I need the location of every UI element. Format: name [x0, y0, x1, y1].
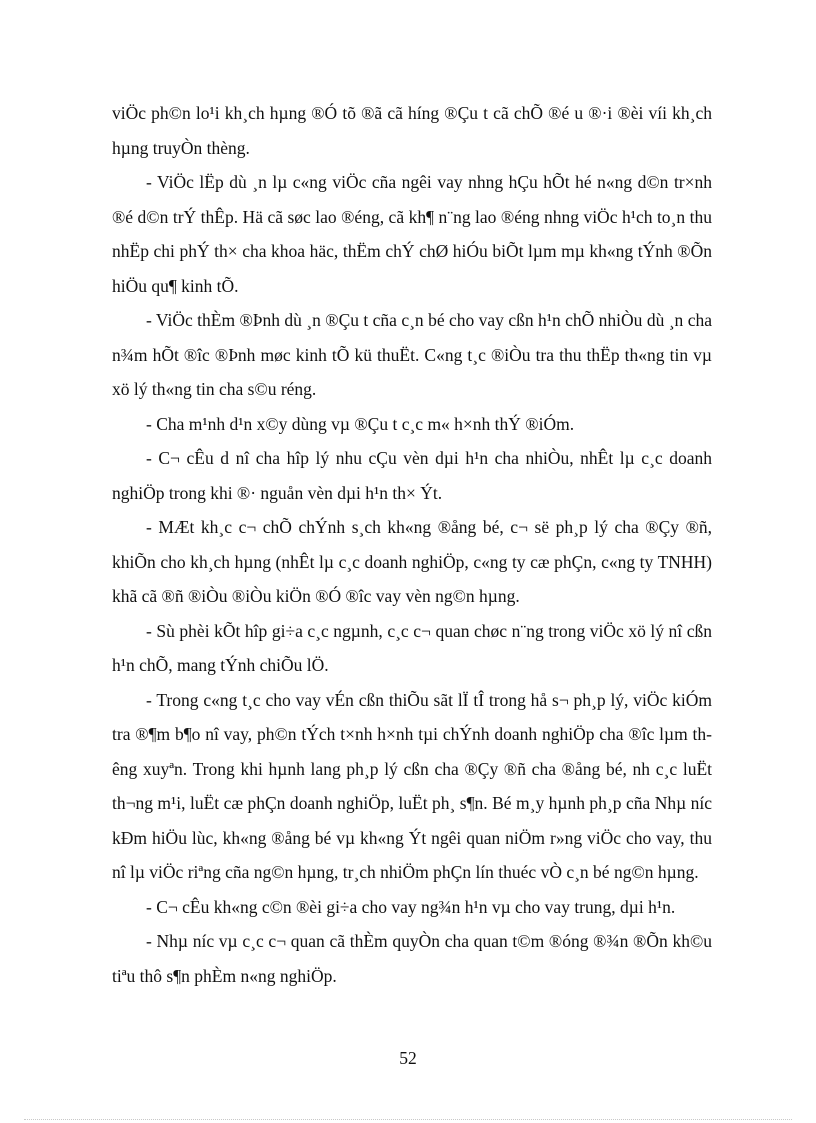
paragraph-loan-balance: - C¬ cÊu kh«ng c©n ®èi gi÷a cho vay ng¾n h¹n vµ cho vay trung, dµi h¹n.: [146, 896, 676, 917]
paragraph-state-agencies: - Nhµ níc vµ c¸c c¬ quan cã thÈm quyÒn cha quan t©m ®óng ®¾n ®Õn kh©u tiªu thô s¶n phÈm n«ng nghiÖp.: [112, 931, 712, 986]
paragraph-project-appraisal: - ViÖc thÈm ®Þnh dù ¸n ®Çu t cña c¸n bé cho vay cßn h¹n chÕ nhiÒu dù ¸n cha n¾m hÕt ®îc ®Þnh møc kinh tÕ kü thuËt. C«ng t¸c ®iÒu tra thu thËp th«ng tin vµ xö lý th«ng tin cha s©u réng.: [112, 310, 712, 399]
paragraph-project-planning: - ViÖc lËp dù ¸n lµ c«ng viÖc cña ngêi vay nhng hÇu hÕt hé n«ng d©n tr×nh ®é d©n trÝ thÊp. Hä cã søc lao ®éng, cã kh¶ n¨ng lao ®éng nhng viÖc h¹ch to¸n thu nhËp chi phÝ th× cha khoa häc, thËm chÝ chØ hiÓu biÕt lµm mµ kh«ng tÝnh ®Õn hiÖu qu¶ kinh tÕ.: [112, 172, 712, 296]
paragraph-debt-structure: - C¬ cÊu d nî cha hîp lý nhu cÇu vèn dµi h¹n cha nhiÒu, nhÊt lµ c¸c doanh nghiÖp trong khi ®· nguån vèn dµi h¹n th× Ýt.: [112, 448, 712, 503]
paragraph-policy-mechanism: - MÆt kh¸c c¬ chÕ chÝnh s¸ch kh«ng ®ång bé, c¬ së ph¸p lý cha ®Çy ®ñ, khiÕn cho kh¸ch hµng (nhÊt lµ c¸c doanh nghiÖp, c«ng ty cæ phÇn, c«ng ty TNHH) khã cã ®ñ ®iÒu ®iÒu kiÖn ®Ó ®îc vay vèn ng©n hµng.: [112, 517, 712, 606]
paragraph-coordination: - Sù phèi kÕt hîp gi÷a c¸c ngµnh, c¸c c¬ quan chøc n¨ng trong viÖc xö lý nî cßn h¹n chÕ, mang tÝnh chiÕu lÖ.: [112, 620, 712, 675]
page-body: [112, 96, 712, 993]
page-number: 52: [399, 1048, 417, 1068]
paragraph-pilot-models: - Cha m¹nh d¹n x©y dùng vµ ®Çu t c¸c m« h×nh thÝ ®iÓm.: [146, 413, 575, 434]
page-bottom-divider: [24, 1119, 792, 1120]
paragraph-continuation: viÖc ph©n lo¹i kh¸ch hµng ®Ó tõ ®ã cã híng ®Çu t cã chÕ ®é u ®·i ®èi víi kh¸ch hµng truyÒn thèng.: [112, 103, 712, 158]
paragraph-lending-work: - Trong c«ng t¸c cho vay vÉn cßn thiÕu sãt lÏ tÎ trong hå s¬ ph¸p lý, viÖc kiÓm tra ®¶m b¶o nî vay, ph©n tÝch t×nh h×nh tµi chÝnh doanh nghiÖp cha ®îc lµm thêng xuyªn. Trong khi hµnh lang ph¸p lý cßn cha ®Çy ®ñ cha ®ång bé, nh c¸c luËt th¬ng m¹i, luËt cæ phÇn doanh nghiÖp, luËt ph¸ s¶n. Bé m¸y hµnh ph¸p cña Nhµ níc kÐm hiÖu lùc, kh«ng ®ång bé vµ kh«ng Ýt ngêi quan niÖm r»ng viÖc cho vay, thu nî lµ viÖc riªng cña ng©n hµng, tr¸ch nhiÖm phÇn lín thuéc vÒ c¸n bé ng©n hµng.: [112, 689, 712, 882]
